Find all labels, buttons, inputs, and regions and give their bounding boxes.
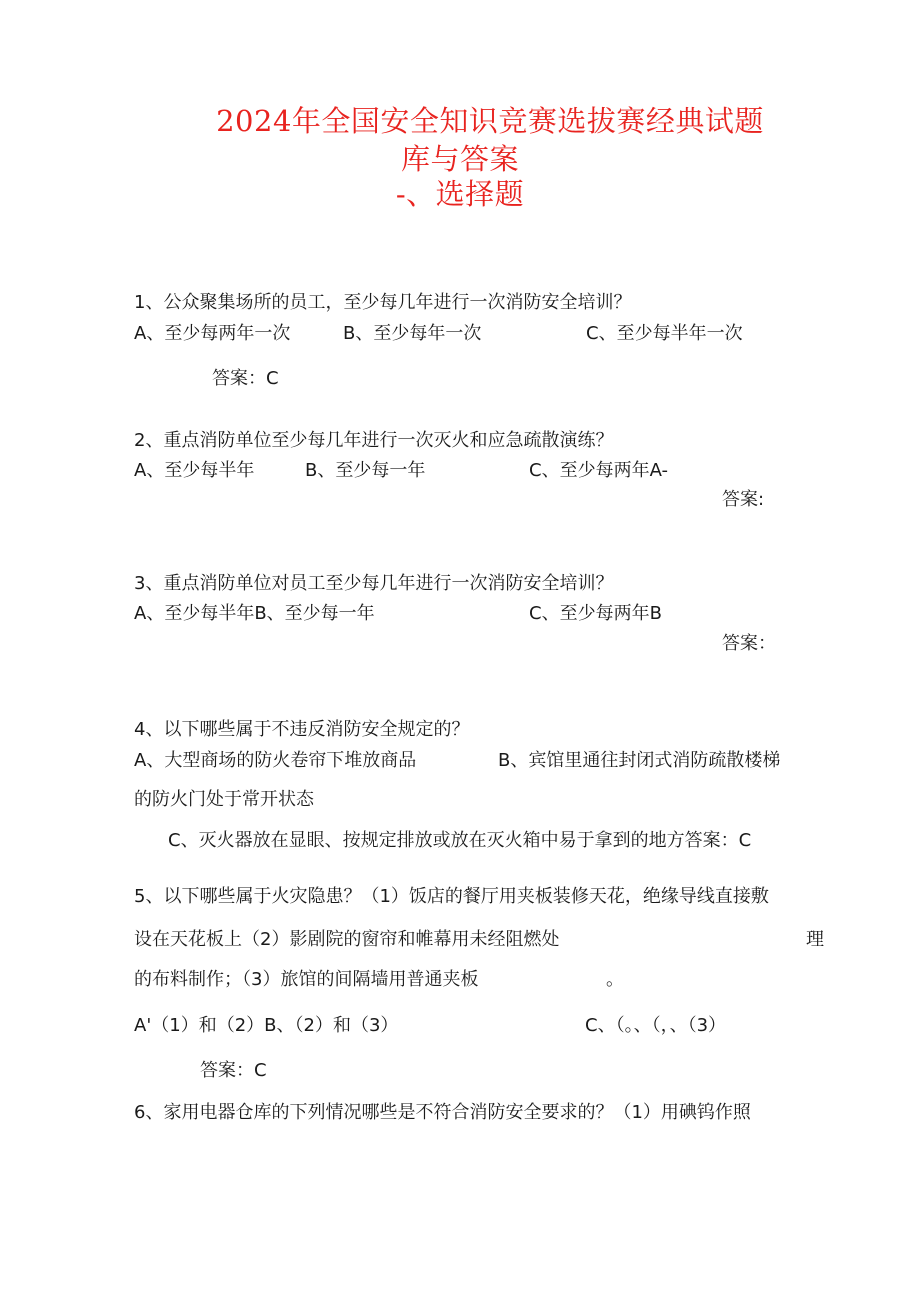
q4-option-b-continued: 的防火门处于常开状态 <box>134 789 314 810</box>
q4-option-b: B、宾馆里通往封闭式消防疏散楼梯 <box>498 750 781 771</box>
section-heading: -、选择题 <box>395 177 525 211</box>
q5-stem-line1: 5、以下哪些属于火灾隐患？（1）饭店的餐厅用夹板装修天花，绝缘导线直接敷 <box>134 886 769 907</box>
q3-option-ab: A、至少每半年B、至少每一年 <box>134 603 375 624</box>
q1-option-c: C、至少每半年一次 <box>586 323 743 344</box>
q1-option-b: B、至少每年一次 <box>343 323 482 344</box>
q5-option-ab: A'（1）和（2）B、（2）和（3） <box>134 1015 399 1036</box>
q3-option-c: C、至少每两年B <box>529 603 662 624</box>
q4-option-c-answer: C、灭火器放在显眼、按规定排放或放在灭火箱中易于拿到的地方答案：C <box>168 830 752 851</box>
q1-answer: 答案：C <box>212 368 279 389</box>
document-title-line2: 库与答案 <box>400 142 519 176</box>
q5-stem-line2-end: 理 <box>806 929 824 950</box>
q3-stem: 3、重点消防单位对员工至少每几年进行一次消防安全培训？ <box>134 573 614 594</box>
q2-option-c: C、至少每两年A- <box>529 460 668 481</box>
q6-stem: 6、家用电器仓库的下列情况哪些是不符合消防安全要求的？（1）用碘钨作照 <box>134 1102 751 1123</box>
q2-option-b: B、至少每一年 <box>305 460 426 481</box>
q3-answer: 答案： <box>722 633 776 654</box>
q5-stem-line3-dot: 。 <box>606 969 624 990</box>
q5-option-c: C、（。、（，、（3） <box>585 1015 727 1036</box>
q2-answer: 答案: <box>722 489 765 510</box>
q5-stem-line3: 的布料制作；（3）旅馆的间隔墙用普通夹板 <box>134 969 479 990</box>
q5-answer: 答案：C <box>200 1060 267 1081</box>
q2-stem: 2、重点消防单位至少每几年进行一次灭火和应急疏散演练？ <box>134 430 614 451</box>
q2-option-a: A、至少每半年 <box>134 460 255 481</box>
q1-option-a: A、至少每两年一次 <box>134 323 291 344</box>
q4-option-a: A、大型商场的防火卷帘下堆放商品 <box>134 750 417 771</box>
q1-stem: 1、公众聚集场所的员工，至少每几年进行一次消防安全培训？ <box>134 292 632 313</box>
q4-stem: 4、以下哪些属于不违反消防安全规定的？ <box>134 719 470 740</box>
document-title-line1: 2024年全国安全知识竞赛选拔赛经典试题 <box>216 104 764 138</box>
q5-stem-line2: 设在天花板上（2）影剧院的窗帘和帷幕用未经阻燃处 <box>134 929 560 950</box>
